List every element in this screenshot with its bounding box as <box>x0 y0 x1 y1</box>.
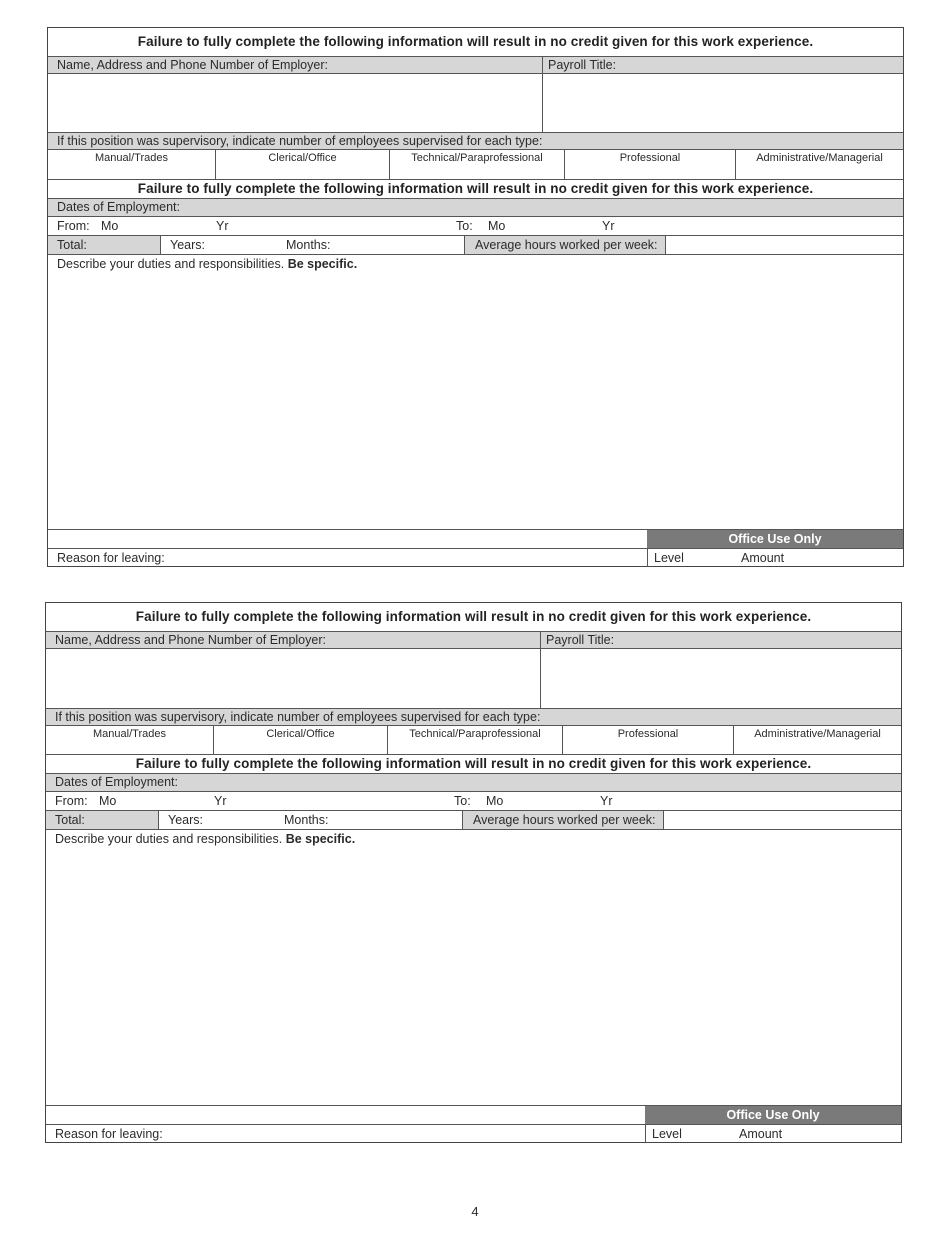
type-technical-paraprofessional[interactable]: Technical/Paraprofessional <box>409 728 541 740</box>
type-administrative-managerial[interactable]: Administrative/Managerial <box>754 728 881 740</box>
total-row <box>48 235 903 254</box>
supervisory-header-row <box>46 708 901 725</box>
dates-label: Dates of Employment: <box>57 200 180 214</box>
duties-label: Describe your duties and responsibilities. Be specific. <box>55 832 356 846</box>
work-experience-form-1 <box>47 27 904 567</box>
from-to-row <box>46 791 901 810</box>
employer-field[interactable] <box>46 649 540 708</box>
warning-banner: Failure to fully complete the following information will result in no credit given for this work experience. <box>135 609 812 624</box>
employer-label: Name, Address and Phone Number of Employer: <box>55 633 326 647</box>
from-to-row <box>48 216 903 235</box>
supervisory-label: If this position was supervisory, indicate number of employees supervised for each type: <box>55 710 541 724</box>
employer-label: Name, Address and Phone Number of Employer: <box>57 58 328 72</box>
warning-banner-2: Failure to fully complete the following information will result in no credit given for this work experience. <box>46 754 901 773</box>
reason-row <box>46 1124 901 1143</box>
years-label[interactable]: Years: <box>168 813 203 827</box>
duties-label: Describe your duties and responsibilities. Be specific. <box>57 257 358 271</box>
to-label: To: <box>456 219 473 233</box>
employer-field[interactable] <box>48 74 542 132</box>
type-manual-trades[interactable]: Manual/Trades <box>95 152 168 164</box>
warning-banner-2: Failure to fully complete the following information will result in no credit given for this work experience. <box>48 179 903 198</box>
reason-label[interactable]: Reason for leaving: <box>57 551 165 565</box>
total-label: Total: <box>55 813 85 827</box>
office-use-label: Office Use Only <box>647 530 903 548</box>
dates-header-row <box>48 198 903 216</box>
type-professional[interactable]: Professional <box>617 728 679 740</box>
office-use-label: Office Use Only <box>645 1106 901 1124</box>
duties-area[interactable] <box>48 254 903 529</box>
level-label: Level <box>654 551 684 565</box>
months-label[interactable]: Months: <box>286 238 331 252</box>
amount-label: Amount <box>741 551 785 565</box>
office-use-header-row <box>46 1105 901 1124</box>
from-label: From: <box>55 794 88 808</box>
office-use-header-row <box>48 529 903 548</box>
avg-hours-label: Average hours worked per week: <box>475 238 658 252</box>
to-year-label[interactable]: Yr <box>602 219 615 233</box>
reason-row <box>48 548 903 567</box>
employee-types-row <box>48 149 903 179</box>
total-row <box>46 810 901 829</box>
type-administrative-managerial[interactable]: Administrative/Managerial <box>756 152 883 164</box>
employer-input-row <box>46 648 901 708</box>
type-manual-trades[interactable]: Manual/Trades <box>93 728 166 740</box>
employer-header-row <box>48 56 903 73</box>
payroll-title-label: Payroll Title: <box>546 633 615 647</box>
from-year-label[interactable]: Yr <box>216 219 229 233</box>
employer-header-row <box>46 631 901 648</box>
months-label[interactable]: Months: <box>284 813 329 827</box>
dates-label: Dates of Employment: <box>55 775 178 789</box>
to-label: To: <box>454 794 471 808</box>
from-year-label[interactable]: Yr <box>214 794 227 808</box>
employer-input-row <box>48 73 903 132</box>
avg-hours-label: Average hours worked per week: <box>473 813 656 827</box>
to-year-label[interactable]: Yr <box>600 794 613 808</box>
avg-hours-field[interactable] <box>666 236 903 254</box>
level-label: Level <box>652 1127 682 1141</box>
reason-label[interactable]: Reason for leaving: <box>55 1127 163 1141</box>
to-month-label[interactable]: Mo <box>488 219 506 233</box>
from-month-label[interactable]: Mo <box>99 794 117 808</box>
warning-banner: Failure to fully complete the following information will result in no credit given for this work experience. <box>137 34 814 49</box>
duties-area[interactable] <box>46 829 901 1105</box>
dates-header-row <box>46 773 901 791</box>
total-label: Total: <box>57 238 87 252</box>
from-month-label[interactable]: Mo <box>101 219 119 233</box>
employee-types-row <box>46 725 901 754</box>
page-number: 4 <box>471 1204 479 1219</box>
type-clerical-office[interactable]: Clerical/Office <box>268 152 337 164</box>
payroll-title-field[interactable] <box>541 649 901 708</box>
payroll-title-field[interactable] <box>543 74 903 132</box>
payroll-title-label: Payroll Title: <box>548 58 617 72</box>
amount-label: Amount <box>739 1127 783 1141</box>
avg-hours-field[interactable] <box>664 811 901 829</box>
supervisory-label: If this position was supervisory, indicate number of employees supervised for each type: <box>57 134 543 148</box>
type-technical-paraprofessional[interactable]: Technical/Paraprofessional <box>411 152 543 164</box>
supervisory-header-row <box>48 132 903 149</box>
type-professional[interactable]: Professional <box>619 152 681 164</box>
from-label: From: <box>57 219 90 233</box>
type-clerical-office[interactable]: Clerical/Office <box>266 728 335 740</box>
to-month-label[interactable]: Mo <box>486 794 504 808</box>
work-experience-form-2 <box>45 602 902 1143</box>
years-label[interactable]: Years: <box>170 238 205 252</box>
